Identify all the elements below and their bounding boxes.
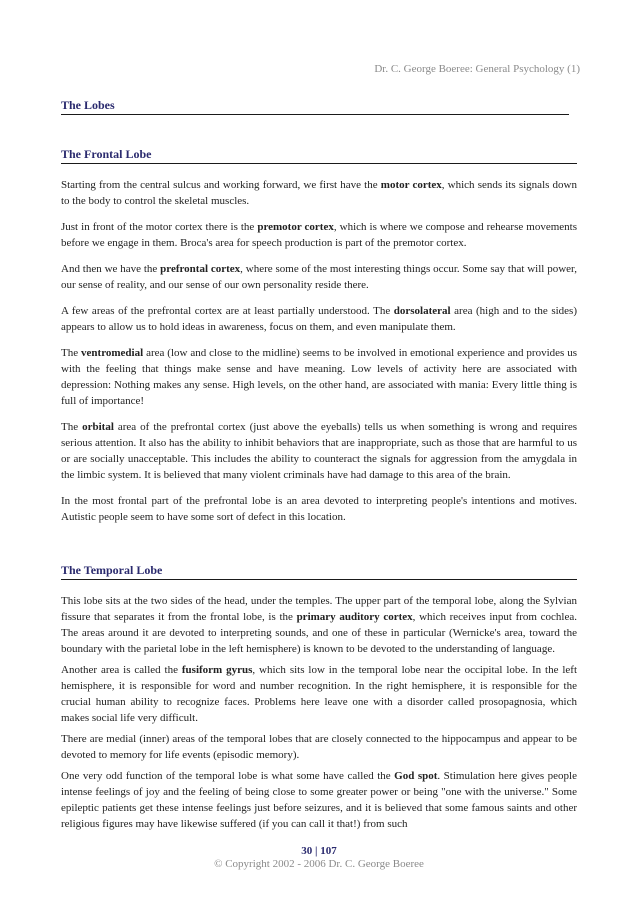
term-god-spot: God spot bbox=[394, 770, 438, 782]
term-premotor-cortex: premotor cortex bbox=[257, 221, 334, 233]
section-heading-lobes: The Lobes bbox=[61, 98, 569, 115]
paragraph-fusiform-gyrus: Another area is called the fusiform gyrus, which sits low in the temporal lobe near the occipital lobe. In the left hemisphere, it is responsible for word and number recognition. In the right hemisphere, it is responsible for the crucial human ability to recognize faces. Problems here leave one with a disorder called prosopagnosia, which makes social life very difficult. bbox=[61, 664, 578, 724]
paragraph-god-spot: One very odd function of the temporal lobe is what some have called the God spot. Stimulation here gives people intense feelings of joy and the feeling of being close to some greater power or being "one with the universe." Some epileptic patients get these intense feelings just before seizures, and it is believed that some famous saints and other religious figures may have likewise suffered (if you can call it that!) from such bbox=[61, 770, 577, 830]
paragraph-prefrontal-cortex: And then we have the prefrontal cortex, where some of the most interesting things occur. Some say that will power, our sense of reality, and our sense of our own personality reside there. bbox=[61, 263, 577, 291]
paragraph-auditory-cortex: This lobe sits at the two sides of the head, under the temples. The upper part of the temporal lobe, along the Sylvian fissure that separates it from the frontal lobe, is the primary auditory cortex, which receives input from cochlea. The areas around it are devoted to interpreting sounds, and one of these in particular (Wernicke's area, toward the boundary with the parietal lobe in the left hemisphere) is known to be devoted to the understanding of language. bbox=[61, 595, 577, 655]
page-content bbox=[61, 98, 577, 837]
paragraph-motor-cortex: Starting from the central sulcus and working forward, we first have the motor cortex, which sends its signals down to the body to control the skeletal muscles. bbox=[61, 179, 577, 207]
term-prefrontal-cortex: prefrontal cortex bbox=[160, 263, 241, 275]
term-dorsolateral: dorsolateral bbox=[393, 305, 451, 317]
section-heading-temporal-lobe: The Temporal Lobe bbox=[61, 563, 577, 580]
page-number: 30 | 107 bbox=[301, 845, 337, 857]
term-ventromedial: ventromedial bbox=[81, 347, 144, 359]
paragraph-orbital: The orbital area of the prefrontal cortex (just above the eyeballs) tells us when something is wrong and requires serious attention. It also has the ability to inhibit behaviors that are inappropriate, such as those that are harmful to us or are socially unacceptable. This includes the ability to counteract the signals for aggression from the amygdala in the limbic system. It is believed that many violent criminals have had damage to this area of the brain. bbox=[61, 421, 577, 481]
term-motor-cortex: motor cortex bbox=[380, 179, 442, 191]
copyright-footer: © Copyright 2002 - 2006 Dr. C. George Boeree bbox=[214, 858, 424, 870]
paragraph-medial-areas: There are medial (inner) areas of the temporal lobes that are closely connected to the hippocampus and appear to be devoted to memory for life events (episodic memory). bbox=[61, 733, 577, 761]
paragraph-frontal-intentions: In the most frontal part of the prefrontal lobe is an area devoted to interpreting people's intentions and motives. Autistic people seem to have some sort of defect in this location. bbox=[61, 495, 577, 523]
term-fusiform-gyrus: fusiform gyrus bbox=[181, 664, 253, 676]
term-primary-auditory-cortex: primary auditory cortex bbox=[296, 611, 413, 623]
section-heading-frontal-lobe: The Frontal Lobe bbox=[61, 147, 577, 164]
paragraph-ventromedial: The ventromedial area (low and close to the midline) seems to be involved in emotional experience and provides us with the feeling that things make sense and have meaning. Low levels of activity here are associated with depression: Nothing makes any sense. High levels, on the other hand, are associated with mania: Every little thing is full of importance! bbox=[61, 347, 577, 407]
paragraph-premotor-cortex: Just in front of the motor cortex there is the premotor cortex, which is where we compose and rehearse movements before we engage in them. Broca's area for speech production is part of the premotor cortex. bbox=[61, 221, 577, 249]
term-orbital: orbital bbox=[82, 421, 114, 433]
running-header: Dr. C. George Boeree: General Psychology (1) bbox=[374, 63, 580, 75]
paragraph-dorsolateral: A few areas of the prefrontal cortex are at least partially understood. The dorsolateral area (high and to the sides) appears to allow us to hold ideas in awareness, focus on them, and even manipulate them. bbox=[61, 305, 577, 333]
